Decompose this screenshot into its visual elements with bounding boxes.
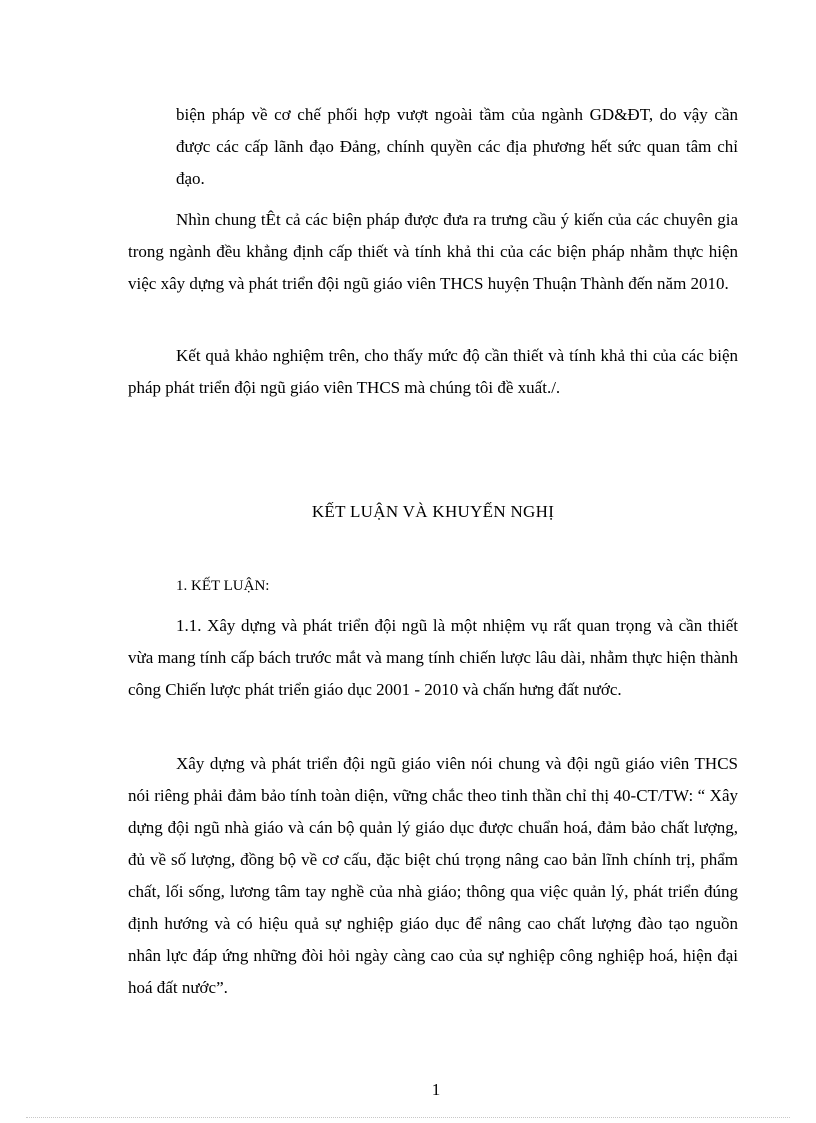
paragraph-conclusion-1-1: 1.1. Xây dựng và phát triển đội ngũ là một nhiệm vụ rất quan trọng và cần thiết vừa mang tính cấp bách trước mắt và mang tính chiến lược lâu dài, nhằm thực hiện thành công Chiến lược phát triển giáo dục 2001 - 2010 và chấn hưng đất nước.: [128, 616, 738, 699]
paragraph-block-3: [128, 340, 738, 404]
paragraph-block-2: [128, 204, 738, 300]
paragraph-continuation: biện pháp về cơ chế phối hợp vượt ngoài tầm của ngành GD&ĐT, do vậy cần được các cấp lãnh đạo Đảng, chính quyền các địa phương hết sức quan tâm chỉ đạo.: [176, 105, 738, 188]
footer-divider: [26, 1117, 790, 1118]
subsection-title: 1. KẾT LUẬN:: [176, 578, 270, 594]
paragraph-conclusion-quote: Xây dựng và phát triển đội ngũ giáo viên nói chung và đội ngũ giáo viên THCS nói riêng phải đảm bảo tính toàn diện, vững chắc theo tinh thần chỉ thị 40-CT/TW: “ Xây dựng đội ngũ nhà giáo và cán bộ quản lý giáo dục được chuẩn hoá, đảm bảo chất lượng, đủ về số lượng, đồng bộ về cơ cấu, đặc biệt chú trọng nâng cao bản lĩnh chính trị, phẩm chất, lối sống, lương tâm tay nghề của nhà giáo; thông qua việc quản lý, phát triển đúng định hướng và có hiệu quả sự nghiệp giáo dục để nâng cao chất lượng đào tạo nguồn nhân lực đáp ứng những đòi hỏi ngày càng cao của sự nghiệp công nghiệp hoá, hiện đại hoá đất nước”.: [128, 754, 738, 997]
section-title: KẾT LUẬN VÀ KHUYẾN NGHỊ: [311, 502, 555, 521]
paragraph-block-5: [128, 748, 738, 1004]
paragraph-summary: Nhìn chung tÊt cả các biện pháp được đưa ra trưng cầu ý kiến của các chuyên gia trong ngành đều khẳng định cấp thiết và tính khả thi của các biện pháp nhằm thực hiện việc xây dựng và phát triển đội ngũ giáo viên THCS huyện Thuận Thành đến năm 2010.: [128, 210, 738, 293]
paragraph-block-1: [128, 99, 738, 195]
paragraph-result: Kết quả khảo nghiệm trên, cho thấy mức độ cần thiết và tính khả thi của các biện pháp phát triển đội ngũ giáo viên THCS mà chúng tôi đề xuất./.: [128, 346, 738, 397]
paragraph-block-4: [128, 610, 738, 706]
page-number: 1: [431, 1080, 441, 1099]
